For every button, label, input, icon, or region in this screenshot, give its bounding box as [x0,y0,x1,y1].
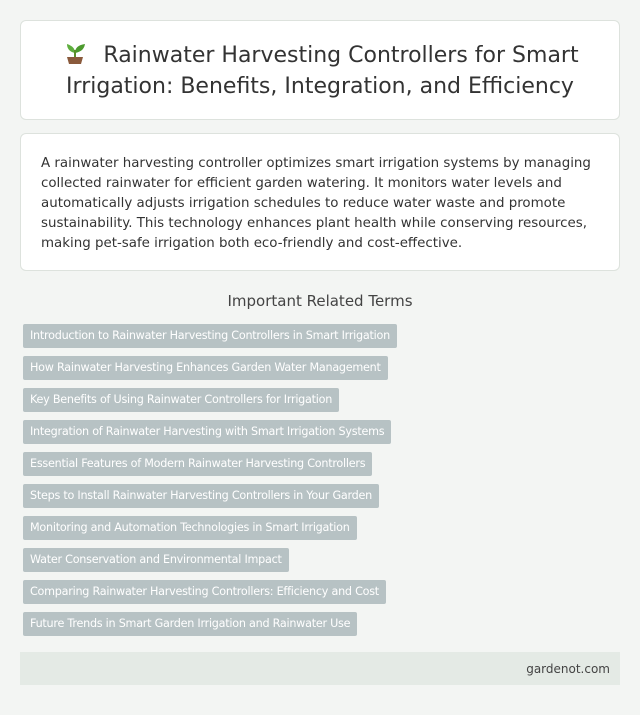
sprout-icon [61,39,89,65]
related-term-tag[interactable]: Essential Features of Modern Rainwater Harvesting Controllers [23,452,372,476]
description-card [20,133,620,271]
related-term-tag[interactable]: Comparing Rainwater Harvesting Controllers: Efficiency and Cost [23,580,386,604]
related-term-tag[interactable]: Future Trends in Smart Garden Irrigation and Rainwater Use [23,612,357,636]
related-term-tag[interactable]: Introduction to Rainwater Harvesting Controllers in Smart Irrigation [23,324,397,348]
related-term-tag[interactable]: Integration of Rainwater Harvesting with Smart Irrigation Systems [23,420,391,444]
related-term-tag[interactable]: How Rainwater Harvesting Enhances Garden Water Management [23,356,388,380]
footer-site-link[interactable]: gardenot.com [526,661,610,676]
related-term-tag[interactable]: Monitoring and Automation Technologies in Smart Irrigation [23,516,357,540]
related-term-tag[interactable]: Key Benefits of Using Rainwater Controllers for Irrigation [23,388,339,412]
page-title-text: Rainwater Harvesting Controllers for Smart Irrigation: Benefits, Integration, and Efficiency [66,42,579,99]
related-term-tag[interactable]: Steps to Install Rainwater Harvesting Controllers in Your Garden [23,484,379,508]
related-term-tag[interactable]: Water Conservation and Environmental Impact [23,548,289,572]
footer [20,652,620,685]
related-terms-heading: Important Related Terms [227,292,413,310]
title-card [20,20,620,120]
page-title [45,39,595,102]
related-terms-list [23,324,583,644]
description-text: A rainwater harvesting controller optimizes smart irrigation systems by managing collected rainwater for efficient garden watering. It monitors water levels and automatically adjusts irrigation schedules to reduce water waste and promote sustainability. This technology enhances plant health while conserving resources, making pet-safe irrigation both eco-friendly and cost-effective. [41,156,591,251]
